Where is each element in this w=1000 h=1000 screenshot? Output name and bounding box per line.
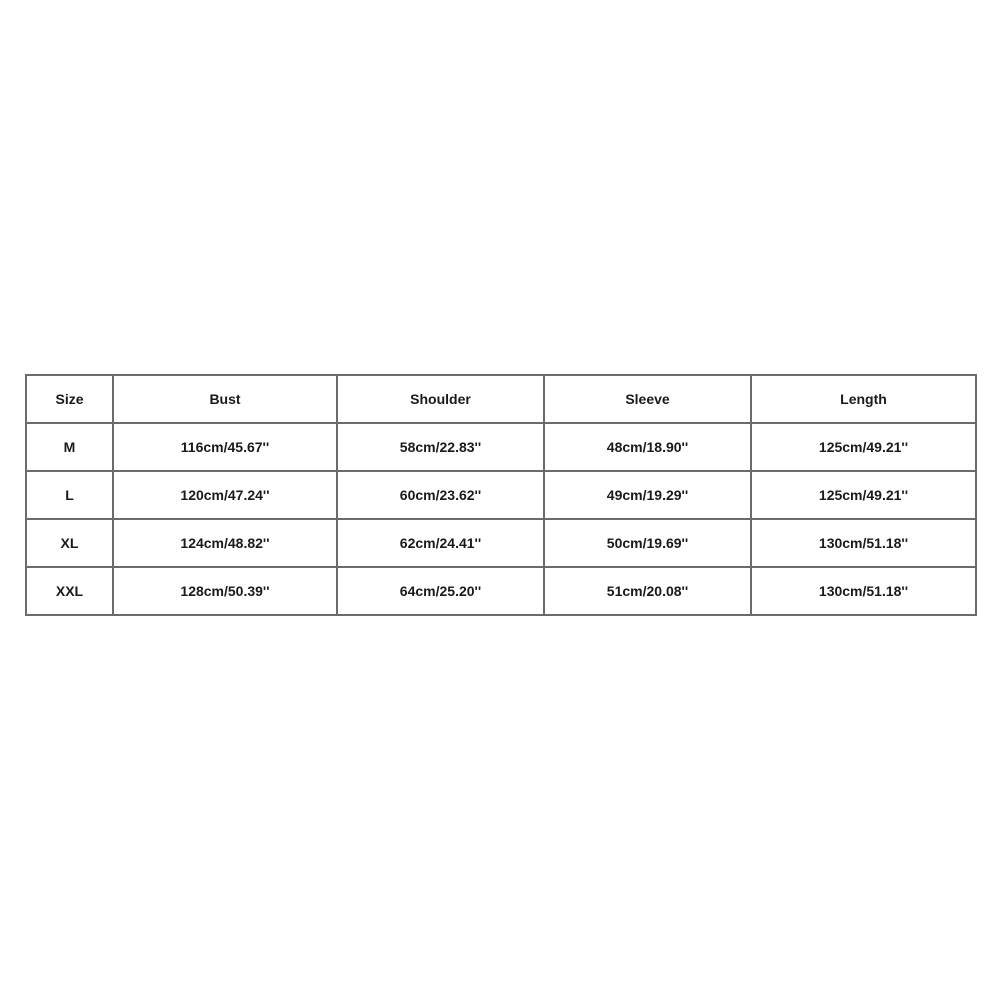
length-cell: 125cm/49.21'' (751, 471, 976, 519)
bust-cell: 116cm/45.67'' (113, 423, 337, 471)
header-sleeve: Sleeve (544, 375, 751, 423)
header-size: Size (26, 375, 113, 423)
size-chart-table (25, 374, 977, 616)
bust-cell: 128cm/50.39'' (113, 567, 337, 615)
size-cell: XL (26, 519, 113, 567)
length-cell: 130cm/51.18'' (751, 519, 976, 567)
header-bust: Bust (113, 375, 337, 423)
shoulder-cell: 62cm/24.41'' (337, 519, 544, 567)
bust-cell: 120cm/47.24'' (113, 471, 337, 519)
sleeve-cell: 49cm/19.29'' (544, 471, 751, 519)
header-shoulder: Shoulder (337, 375, 544, 423)
size-cell: M (26, 423, 113, 471)
size-cell: L (26, 471, 113, 519)
sleeve-cell: 48cm/18.90'' (544, 423, 751, 471)
bust-cell: 124cm/48.82'' (113, 519, 337, 567)
sleeve-cell: 51cm/20.08'' (544, 567, 751, 615)
shoulder-cell: 60cm/23.62'' (337, 471, 544, 519)
length-cell: 130cm/51.18'' (751, 567, 976, 615)
shoulder-cell: 58cm/22.83'' (337, 423, 544, 471)
length-cell: 125cm/49.21'' (751, 423, 976, 471)
shoulder-cell: 64cm/25.20'' (337, 567, 544, 615)
table-header-row (26, 375, 976, 423)
table-row (26, 471, 976, 519)
sleeve-cell: 50cm/19.69'' (544, 519, 751, 567)
table-row (26, 567, 976, 615)
table-row (26, 423, 976, 471)
header-length: Length (751, 375, 976, 423)
size-cell: XXL (26, 567, 113, 615)
table-row (26, 519, 976, 567)
